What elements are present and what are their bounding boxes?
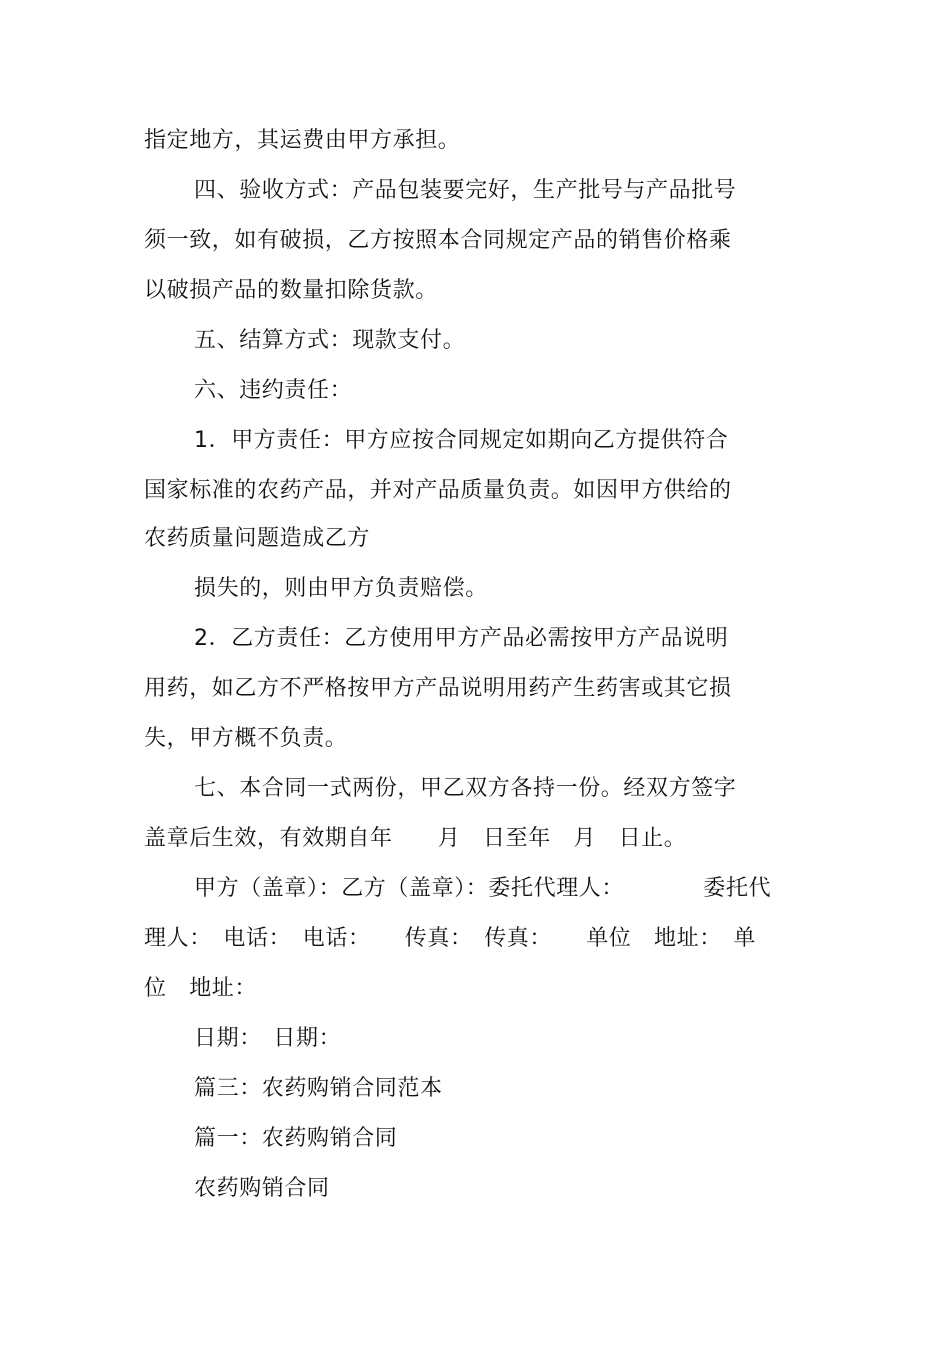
- clause-5-line: 五、结算方式：现款支付。: [194, 328, 466, 353]
- contract-title: 农药购销合同: [194, 1176, 330, 1201]
- signature-block-line: 位 地址：: [144, 976, 258, 1001]
- clause-6-1-line: 1．甲方责任：甲方应按合同规定如期向乙方提供符合: [194, 428, 729, 453]
- section-title: 篇一：农药购销合同: [194, 1126, 398, 1151]
- clause-6-heading: 六、违约责任：: [194, 378, 353, 403]
- text-line: 以破损产品的数量扣除货款。: [144, 278, 438, 303]
- text-line: 失，甲方概不负责。: [144, 726, 348, 751]
- signature-block-line: 理人： 电话： 电话： 传真： 传真： 单位 地址： 单: [144, 926, 757, 951]
- text-line: 指定地方，其运费由甲方承担。: [144, 128, 461, 153]
- text-line: 须一致，如有破损，乙方按照本合同规定产品的销售价格乘: [144, 228, 732, 253]
- clause-6-2-line: 2．乙方责任：乙方使用甲方产品必需按甲方产品说明: [194, 626, 729, 651]
- text-line: 盖章后生效，有效期自年 月 日至年 月 日止。: [144, 826, 687, 851]
- date-line: 日期： 日期：: [194, 1026, 342, 1051]
- clause-7-line: 七、本合同一式两份，甲乙双方各持一份。经双方签字: [194, 776, 737, 801]
- signature-block-line: 甲方（盖章）：乙方（盖章）：委托代理人： 委托代: [194, 876, 772, 901]
- text-line: 损失的，则由甲方负责赔偿。: [194, 576, 488, 601]
- text-line: 农药质量问题造成乙方: [144, 526, 371, 551]
- section-title: 篇三：农药购销合同范本: [194, 1076, 443, 1101]
- clause-4-heading-line: 四、验收方式：产品包装要完好，生产批号与产品批号: [194, 178, 737, 203]
- text-line: 用药，如乙方不严格按甲方产品说明用药产生药害或其它损: [144, 676, 732, 701]
- text-line: 国家标准的农药产品，并对产品质量负责。如因甲方供给的: [144, 478, 732, 503]
